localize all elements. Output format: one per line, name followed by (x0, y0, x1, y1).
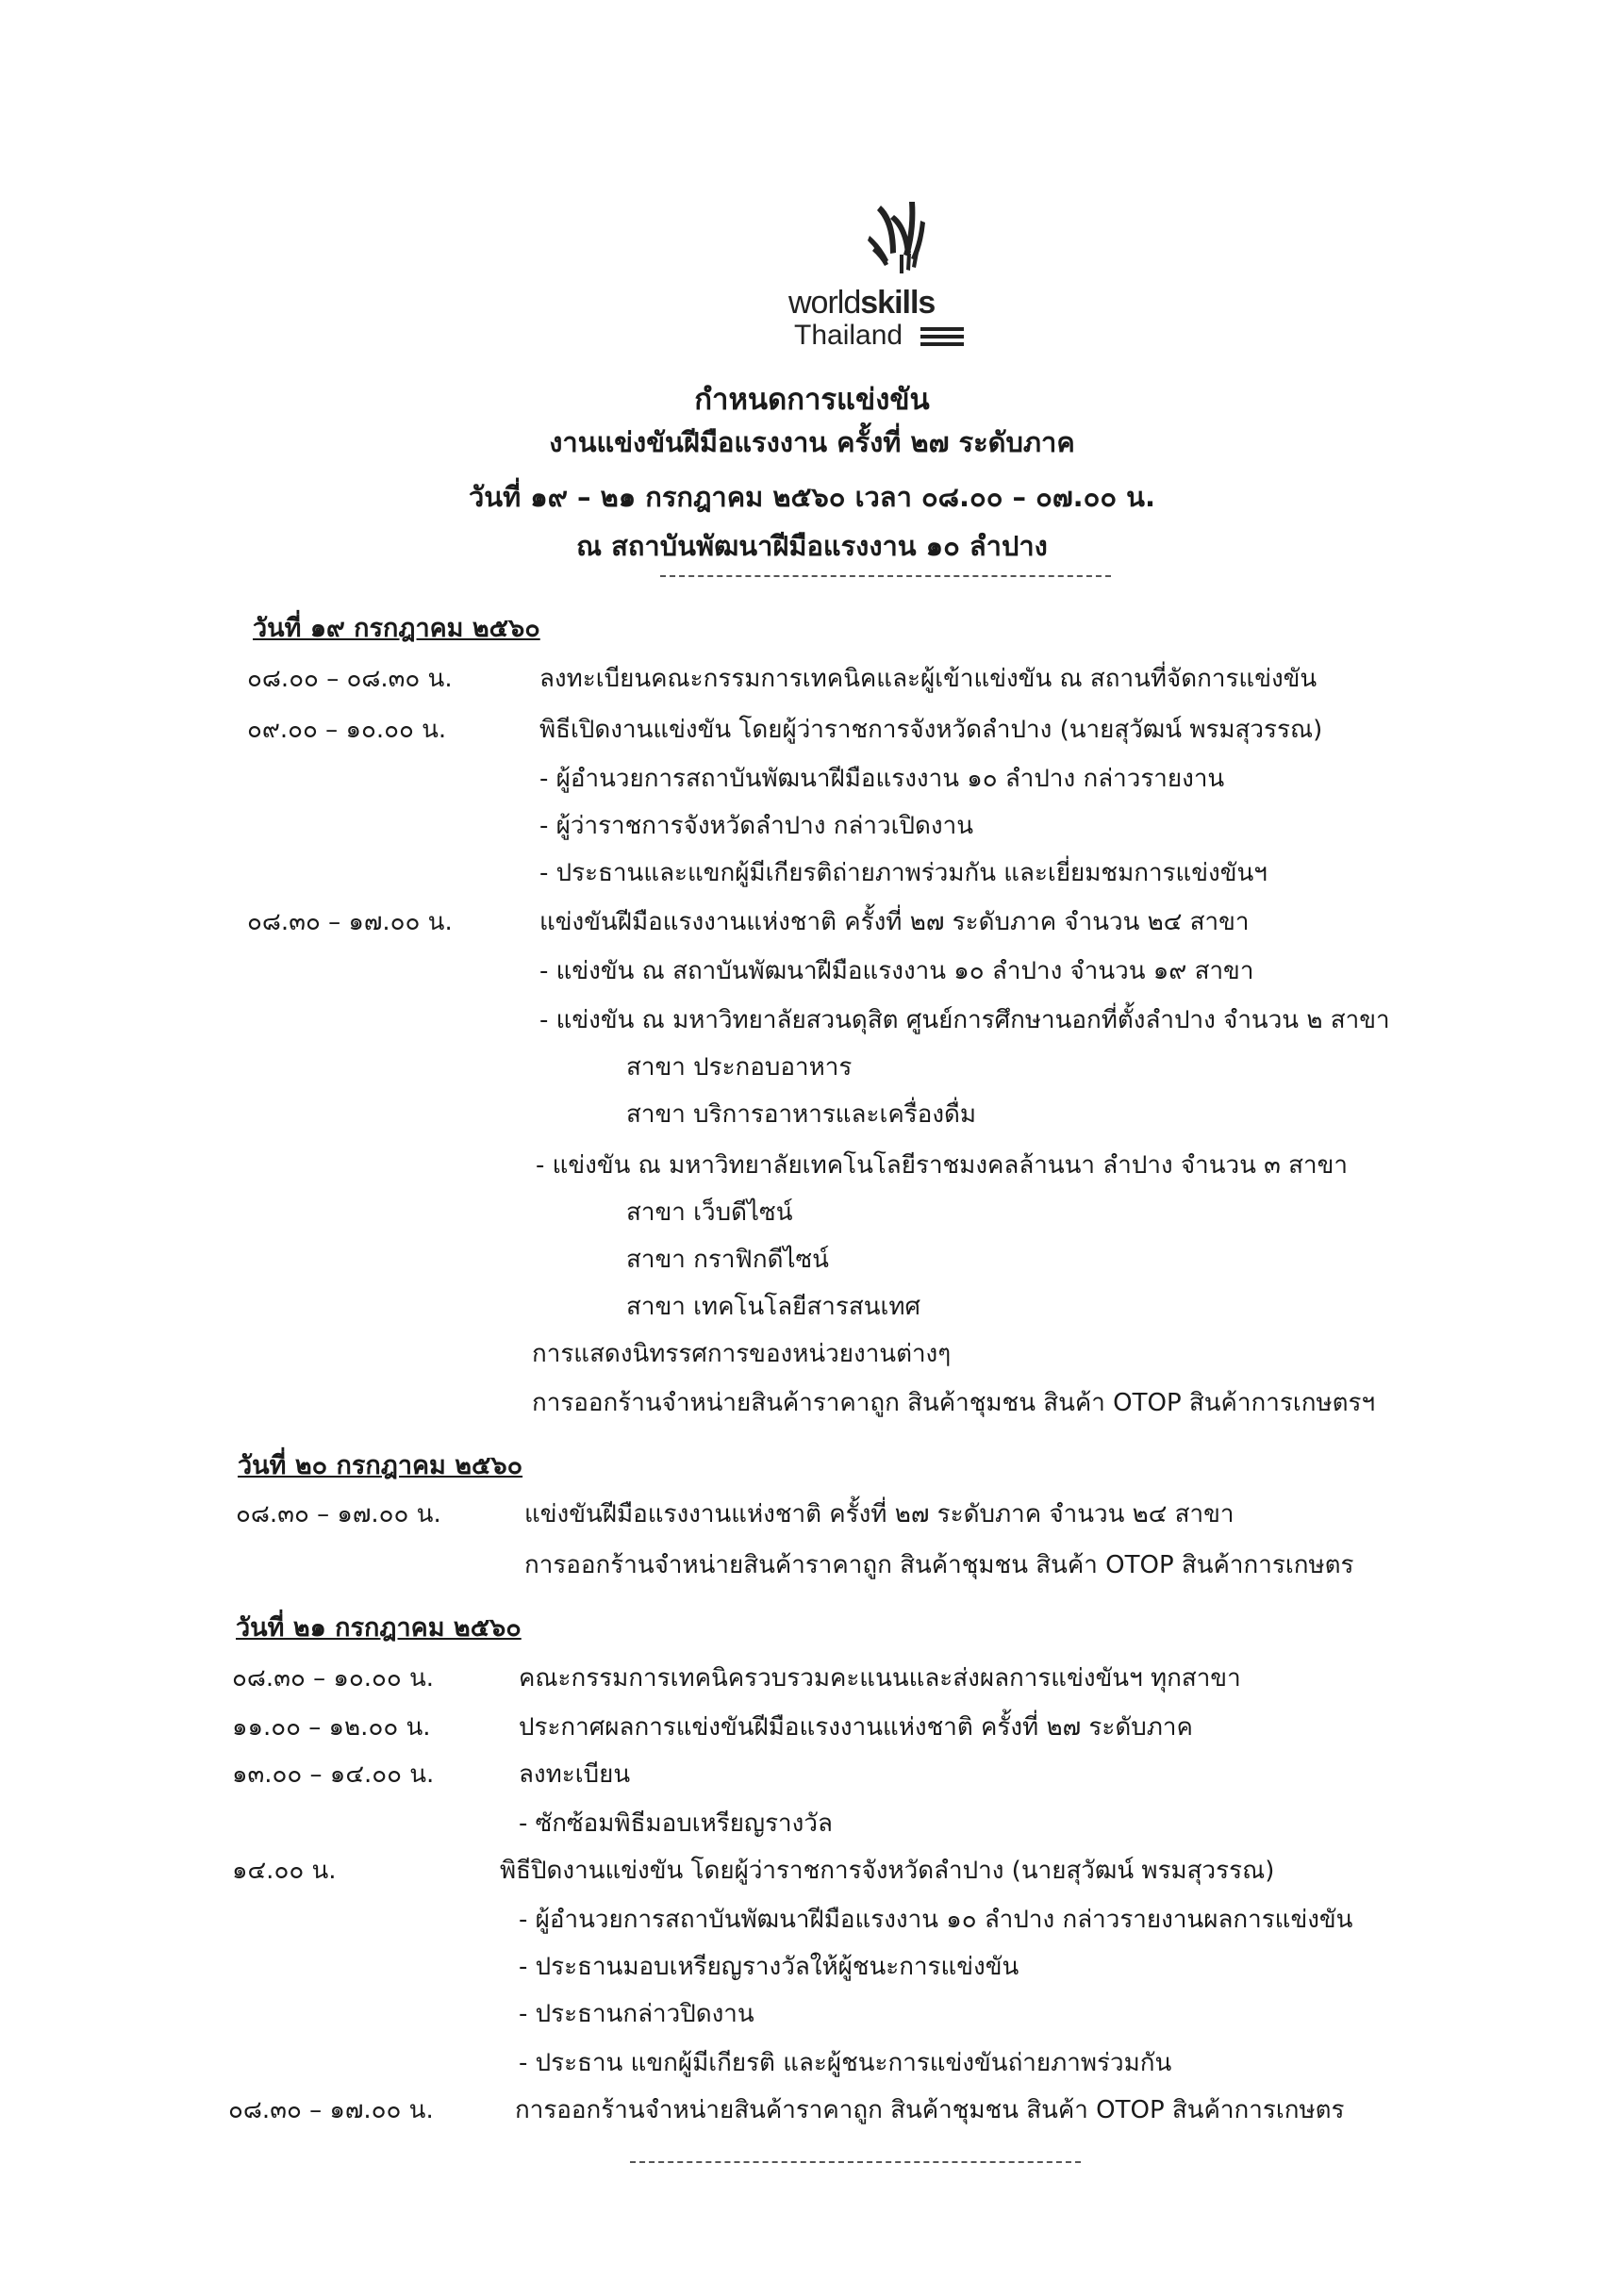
day1-time1: ๐๘.๐๐ – ๐๘.๓๐ น. (247, 665, 453, 693)
day3-item5: การออกร้านจำหน่ายสินค้าราคาถูก สินค้าชุมชน สินค้า OTOP สินค้าการเกษตร (515, 2096, 1345, 2124)
day3-item4d: - ประธาน แขกผู้มีเกียรติ และผู้ชนะการแข่งขันถ่ายภาพร่วมกัน (519, 2049, 1172, 2077)
logo-thailand-text: Thailand (794, 320, 903, 351)
day1-item2c: - ประธานและแขกผู้มีเกียรติถ่ายภาพร่วมกัน และเยี่ยมชมการแข่งขันฯ (539, 859, 1268, 887)
day3-item4: พิธีปิดงานแข่งขัน โดยผู้ว่าราชการจังหวัดลำปาง (นายสุวัฒน์ พรมสุวรรณ) (500, 1857, 1275, 1885)
day3-item2: ประกาศผลการแข่งขันฝีมือแรงงานแห่งชาติ ครั้งที่ ๒๗ ระดับภาค (519, 1713, 1193, 1742)
day3-time4: ๑๔.๐๐ น. (232, 1857, 337, 1885)
day1-item1: ลงทะเบียนคณะกรรมการเทคนิคและผู้เข้าแข่งขัน ณ สถานที่จัดการแข่งขัน (539, 665, 1317, 693)
header-divider (660, 575, 1111, 577)
day1-item3b: - แข่งขัน ณ มหาวิทยาลัยสวนดุสิต ศูนย์การศึกษานอกที่ตั้งลำปาง จำนวน ๒ สาขา (539, 1006, 1390, 1034)
logo-bars-icon (920, 327, 964, 350)
day3-item4a: - ผู้อำนวยการสถาบันพัฒนาฝีมือแรงงาน ๑๐ ลำปาง กล่าวรายงานผลการแข่งขัน (519, 1906, 1353, 1934)
day1-item3a: - แข่งขัน ณ สถาบันพัฒนาฝีมือแรงงาน ๑๐ ลำปาง จำนวน ๑๙ สาขา (539, 957, 1254, 985)
day1-item3c: - แข่งขัน ณ มหาวิทยาลัยเทคโนโลยีราชมงคลล้านนา ลำปาง จำนวน ๓ สาขา (536, 1151, 1349, 1180)
day1-item3b1: สาขา ประกอบอาหาร (626, 1053, 853, 1082)
day1-item3b2: สาขา บริการอาหารและเครื่องดื่ม (626, 1100, 977, 1129)
day3-heading: วันที่ ๒๑ กรกฎาคม ๒๕๖๐ (236, 1613, 522, 1643)
day3-time5: ๐๘.๓๐ – ๑๗.๐๐ น. (228, 2096, 434, 2124)
day3-item3: ลงทะเบียน (519, 1760, 631, 1789)
day1-item4: การแสดงนิทรรศการของหน่วยงานต่างๆ (532, 1340, 952, 1368)
day3-time2: ๑๑.๐๐ – ๑๒.๐๐ น. (232, 1713, 431, 1742)
day2-heading: วันที่ ๒๐ กรกฎาคม ๒๕๖๐ (238, 1451, 523, 1480)
day1-item3c2: สาขา กราฟิกดีไซน์ (626, 1246, 829, 1274)
day1-item5: การออกร้านจำหน่ายสินค้าราคาถูก สินค้าชุมชน สินค้า OTOP สินค้าการเกษตรฯ (532, 1389, 1376, 1417)
document-venue: ณ สถาบันพัฒนาฝีมือแรงงาน ๑๐ ลำปาง (576, 530, 1048, 562)
day1-item2: พิธีเปิดงานแข่งขัน โดยผู้ว่าราชการจังหวัดลำปาง (นายสุวัฒน์ พรมสุวรรณ) (539, 716, 1323, 744)
document-title: กำหนดการแข่งขัน (694, 383, 930, 417)
day1-item3c3: สาขา เทคโนโลยีสารสนเทศ (626, 1293, 920, 1321)
day1-item2a: - ผู้อำนวยการสถาบันพัฒนาฝีมือแรงงาน ๑๐ ลำปาง กล่าวรายงาน (539, 765, 1225, 793)
day1-heading: วันที่ ๑๙ กรกฎาคม ๒๕๖๐ (253, 614, 540, 643)
day1-item3c1: สาขา เว็บดีไซน์ (626, 1198, 793, 1227)
day3-time1: ๐๘.๓๐ – ๑๐.๐๐ น. (232, 1664, 435, 1693)
logo-skills-text: skills (860, 285, 936, 321)
worldskills-logo (788, 198, 977, 358)
logo-world-text: world (788, 285, 861, 321)
document-subtitle: งานแข่งขันฝีมือแรงงาน ครั้งที่ ๒๗ ระดับภาค (549, 426, 1075, 458)
day1-time3: ๐๘.๓๐ – ๑๗.๐๐ น. (247, 908, 453, 936)
logo-flame-icon (788, 198, 977, 288)
day1-time2: ๐๙.๐๐ – ๑๐.๐๐ น. (247, 716, 447, 744)
day2-time1: ๐๘.๓๐ – ๑๗.๐๐ น. (236, 1500, 441, 1528)
day2-item2: การออกร้านจำหน่ายสินค้าราคาถูก สินค้าชุมชน สินค้า OTOP สินค้าการเกษตร (524, 1551, 1354, 1579)
day1-item3: แข่งขันฝีมือแรงงานแห่งชาติ ครั้งที่ ๒๗ ระดับภาค จำนวน ๒๔ สาขา (539, 908, 1250, 936)
footer-divider (630, 2161, 1081, 2163)
day3-item4b: - ประธานมอบเหรียญรางวัลให้ผู้ชนะการแข่งขัน (519, 1953, 1019, 1981)
document-date-line: วันที่ ๑๙ – ๒๑ กรกฎาคม ๒๕๖๐ เวลา ๐๘.๐๐ – ๐๗.๐๐ น. (468, 481, 1155, 513)
day2-item1: แข่งขันฝีมือแรงงานแห่งชาติ ครั้งที่ ๒๗ ระดับภาค จำนวน ๒๔ สาขา (524, 1500, 1235, 1528)
day1-item2b: - ผู้ว่าราชการจังหวัดลำปาง กล่าวเปิดงาน (539, 812, 973, 840)
day3-item3a: - ซักซ้อมพิธีมอบเหรียญรางวัล (519, 1809, 833, 1838)
day3-item4c: - ประธานกล่าวปิดงาน (519, 2000, 754, 2028)
day3-time3: ๑๓.๐๐ – ๑๔.๐๐ น. (232, 1760, 435, 1789)
day3-item1: คณะกรรมการเทคนิครวบรวมคะแนนและส่งผลการแข่งขันฯ ทุกสาขา (519, 1664, 1241, 1693)
